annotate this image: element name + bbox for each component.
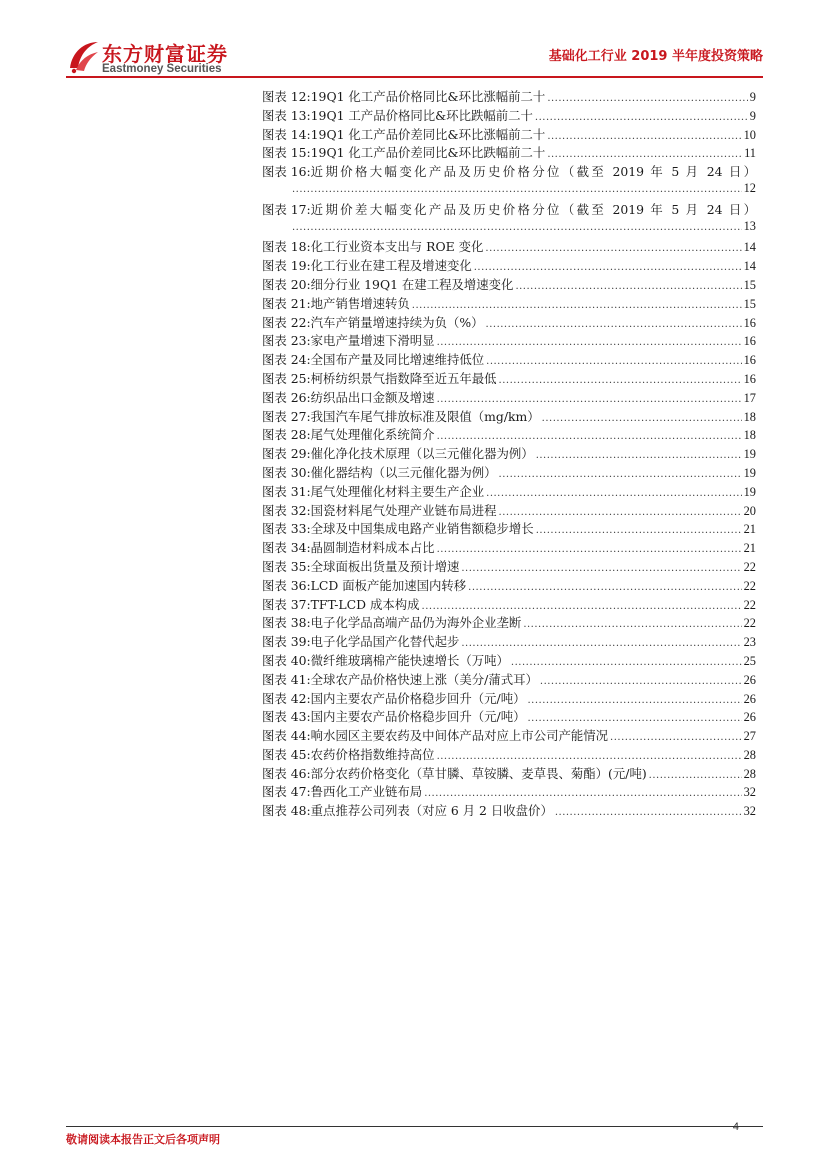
toc-entry-page: 28 [743, 747, 756, 762]
toc-entry-label: 图表 46: [262, 765, 311, 781]
toc-entry-title: 家电产量增速下滑明显 [310, 333, 435, 349]
toc-leader-dots [515, 281, 741, 292]
toc-entry-label: 图表 45: [262, 746, 311, 762]
toc-entry-label: 图表 23: [262, 333, 311, 349]
toc-entry-title: 19Q1 化工产品价格同比&环比涨幅前二十 [310, 89, 546, 104]
toc-entry-label: 图表 37: [262, 596, 311, 612]
toc-entry-page: 26 [743, 672, 756, 687]
logo-english-name: Eastmoney Securities [102, 63, 222, 75]
toc-entry-label: 图表 47: [262, 784, 311, 800]
toc-entry-page: 32 [743, 785, 756, 800]
toc-entry-title: 尾气处理催化系统简介 [310, 427, 435, 443]
toc-leader-dots [536, 450, 742, 461]
toc-entry-title: 晶圆制造材料成本占比 [310, 540, 435, 556]
toc-entry-title: 全球及中国集成电路产业销售额稳步增长 [310, 521, 534, 537]
toc-leader-dots [499, 469, 742, 480]
toc-entry[interactable] [262, 313, 756, 332]
toc-entry-title: 汽车产销量增速持续为负（%） [310, 314, 484, 330]
toc-entry-label: 图表 14: [262, 126, 311, 142]
toc-entry[interactable] [262, 256, 756, 275]
toc-leader-dots [486, 319, 742, 330]
toc-entry-page: 14 [743, 259, 756, 274]
toc-entry-title: 部分农药价格变化（草甘膦、草铵膦、麦草畏、菊酯）(元/吨) [310, 765, 647, 781]
toc-entry-title: TFT-LCD 成本构成 [310, 596, 420, 612]
toc-leader-dots [485, 243, 741, 254]
toc-entry-page: 16 [743, 353, 756, 368]
toc-leader-dots [547, 149, 742, 160]
toc-entry-title: LCD 面板产能加速国内转移 [310, 577, 467, 593]
toc-entry-label: 图表 27: [262, 408, 311, 424]
toc-entry-continuation[interactable] [262, 219, 756, 238]
figure-list [262, 87, 756, 820]
toc-entry-title: 电子化学品高端产品仍为海外企业垄断 [310, 615, 522, 631]
toc-entry-page: 19 [743, 465, 756, 480]
toc-entry[interactable] [262, 87, 756, 106]
toc-entry-page: 12 [743, 180, 756, 195]
toc-entry-title: 农药价格指数维持高位 [310, 746, 435, 762]
toc-leader-dots [547, 131, 741, 142]
toc-entry-label: 图表 26: [262, 389, 311, 405]
toc-entry-label: 图表 13: [262, 107, 311, 123]
toc-leader-dots [555, 807, 742, 818]
toc-entry[interactable] [262, 689, 756, 708]
toc-entry[interactable] [262, 595, 756, 614]
toc-entry[interactable] [262, 350, 756, 369]
toc-entry-label: 图表 24: [262, 352, 311, 368]
toc-entry-label: 图表 19: [262, 258, 311, 274]
toc-entry[interactable] [262, 764, 756, 783]
toc-entry[interactable] [262, 613, 756, 632]
toc-entry-title: 催化净化技术原理（以三元催化器为例） [310, 446, 534, 462]
toc-entry-title: 19Q1 工产品价格同比&环比跌幅前二十 [310, 107, 533, 123]
toc-entry-title: 尾气处理催化材料主要生产企业 [310, 483, 485, 499]
toc-entry-label: 图表 36: [262, 577, 311, 593]
toc-leader-dots [610, 732, 742, 743]
toc-leader-dots [468, 582, 741, 593]
toc-entry-page: 16 [743, 334, 756, 349]
toc-entry-page: 20 [743, 503, 756, 518]
toc-entry-page: 32 [743, 804, 756, 819]
toc-leader-dots [540, 676, 742, 687]
toc-entry[interactable] [262, 106, 756, 125]
toc-entry-title: 地产销售增速转负 [310, 295, 410, 311]
toc-entry-label: 图表 18: [262, 239, 311, 255]
toc-entry-page: 22 [743, 578, 756, 593]
toc-leader-dots [292, 184, 742, 195]
toc-entry-title: 电子化学品国产化替代起步 [310, 634, 460, 650]
toc-entry[interactable] [262, 651, 756, 670]
toc-entry-label: 图表 29: [262, 446, 311, 462]
toc-entry[interactable] [262, 707, 756, 726]
toc-entry-label: 图表 12: [262, 89, 311, 104]
toc-leader-dots [461, 563, 741, 574]
toc-leader-dots [422, 601, 742, 612]
toc-entry[interactable] [262, 745, 756, 764]
toc-entry-page: 25 [743, 653, 756, 668]
toc-entry[interactable] [262, 388, 756, 407]
toc-leader-dots [547, 93, 747, 104]
toc-entry-label: 图表 40: [262, 652, 311, 668]
eastmoney-logo-icon [66, 38, 100, 74]
toc-leader-dots [437, 431, 742, 442]
toc-entry[interactable] [262, 200, 756, 219]
toc-leader-dots [437, 544, 742, 555]
toc-entry-page: 21 [743, 541, 756, 556]
toc-leader-dots [486, 356, 741, 367]
toc-entry[interactable] [262, 782, 756, 801]
toc-entry-page: 11 [744, 146, 756, 161]
toc-entry[interactable] [262, 275, 756, 294]
toc-leader-dots [437, 394, 742, 405]
toc-entry-title: 化工行业在建工程及增速变化 [310, 258, 472, 274]
toc-entry[interactable] [262, 482, 756, 501]
toc-entry-page: 10 [743, 127, 756, 142]
toc-entry-page: 18 [743, 409, 756, 424]
toc-entry-title: 化工行业资本支出与 ROE 变化 [310, 239, 484, 255]
toc-entry-label: 图表 22: [262, 314, 311, 330]
toc-entry-label: 图表 44: [262, 728, 311, 744]
toc-leader-dots [486, 488, 741, 499]
toc-leader-dots [292, 222, 742, 233]
toc-leader-dots [499, 507, 742, 518]
toc-entry-page: 27 [743, 729, 756, 744]
page-header [0, 0, 827, 80]
toc-entry[interactable] [262, 425, 756, 444]
toc-entry[interactable] [262, 670, 756, 689]
toc-entry-title: 微纤维玻璃棉产能快速增长（万吨） [310, 652, 509, 668]
toc-leader-dots [528, 695, 742, 706]
toc-entry-label: 图表 15: [262, 145, 311, 161]
toc-leader-dots [511, 657, 742, 668]
toc-entry[interactable] [262, 444, 756, 463]
toc-leader-dots [461, 638, 741, 649]
toc-entry[interactable] [262, 801, 756, 820]
toc-entry-title: 19Q1 化工产品价差同比&环比涨幅前二十 [310, 126, 546, 142]
toc-entry[interactable] [262, 125, 756, 144]
toc-leader-dots [536, 525, 742, 536]
toc-entry-page: 23 [743, 635, 756, 650]
toc-entry[interactable] [262, 407, 756, 426]
toc-entry[interactable] [262, 501, 756, 520]
toc-entry-page: 15 [743, 296, 756, 311]
toc-entry-title: 全球农产品价格快速上涨（美分/蒲式耳） [310, 671, 538, 687]
toc-entry-page: 26 [743, 691, 756, 706]
toc-leader-dots [437, 337, 742, 348]
toc-entry[interactable] [262, 331, 756, 350]
toc-entry[interactable] [262, 538, 756, 557]
footer-divider [66, 1126, 763, 1127]
toc-leader-dots [424, 788, 741, 799]
toc-entry-page: 16 [743, 371, 756, 386]
toc-entry-title: 鲁西化工产业链布局 [310, 784, 423, 800]
toc-entry-label: 图表 16: [262, 164, 311, 180]
toc-entry[interactable] [262, 463, 756, 482]
report-title: 基础化工行业 2019 半年度投资策略 [548, 49, 763, 64]
toc-entry-title: 柯桥纺织景气指数降至近五年最低 [310, 370, 497, 386]
toc-entry-label: 图表 43: [262, 709, 311, 725]
toc-entry-title: 近期价格大幅变化产品及历史价格分位（截至 2019 年 5 月 24 日） [310, 164, 756, 180]
toc-entry[interactable] [262, 726, 756, 745]
toc-entry-label: 图表 35: [262, 558, 311, 574]
toc-entry-title: 催化器结构（以三元催化器为例） [310, 464, 497, 480]
toc-entry-title: 全国布产量及同比增速维持低位 [310, 352, 485, 368]
toc-entry[interactable] [262, 369, 756, 388]
toc-leader-dots [437, 751, 742, 762]
toc-entry-title: 国瓷材料尾气处理产业链布局进程 [310, 502, 497, 518]
toc-entry-label: 图表 21: [262, 295, 311, 311]
toc-entry-continuation[interactable] [262, 181, 756, 200]
toc-entry-title: 响水园区主要农药及中间体产品对应上市公司产能情况 [310, 728, 609, 744]
toc-leader-dots [542, 413, 742, 424]
toc-entry-page: 21 [743, 522, 756, 537]
toc-entry-title: 全球面板出货量及预计增速 [310, 558, 460, 574]
toc-entry-label: 图表 38: [262, 615, 311, 631]
toc-entry-label: 图表 17: [262, 201, 311, 217]
toc-entry-label: 图表 42: [262, 690, 311, 706]
toc-entry-page: 15 [743, 277, 756, 292]
toc-entry-title: 重点推荐公司列表（对应 6 月 2 日收盘价） [310, 803, 553, 819]
toc-entry-title: 国内主要农产品价格稳步回升（元/吨） [310, 690, 526, 706]
toc-entry-label: 图表 34: [262, 540, 311, 556]
toc-entry[interactable] [262, 519, 756, 538]
toc-entry-title: 我国汽车尾气排放标准及限值（mg/km） [310, 408, 540, 424]
toc-leader-dots [649, 770, 742, 781]
toc-entry-page: 9 [749, 90, 756, 104]
toc-entry-label: 图表 33: [262, 521, 311, 537]
toc-entry-page: 19 [743, 484, 756, 499]
toc-entry[interactable] [262, 143, 756, 162]
page-number: 4 [732, 1121, 739, 1133]
toc-entry-page: 28 [743, 766, 756, 781]
toc-entry-label: 图表 20: [262, 276, 311, 292]
toc-entry-label: 图表 28: [262, 427, 311, 443]
company-logo [66, 38, 241, 78]
toc-entry-page: 9 [749, 108, 756, 123]
toc-entry[interactable] [262, 632, 756, 651]
toc-leader-dots [523, 619, 741, 630]
toc-entry-label: 图表 48: [262, 803, 311, 819]
toc-entry-page: 13 [743, 218, 756, 233]
header-divider [66, 76, 763, 78]
toc-entry-page: 16 [743, 315, 756, 330]
toc-entry-page: 22 [743, 597, 756, 612]
footer-disclaimer: 敬请阅读本报告正文后各项声明 [66, 1133, 220, 1146]
toc-leader-dots [499, 375, 742, 386]
toc-entry-label: 图表 32: [262, 502, 311, 518]
toc-entry-page: 17 [743, 390, 756, 405]
toc-entry-title: 19Q1 化工产品价差同比&环比跌幅前二十 [310, 145, 546, 161]
toc-entry-title: 近期价差大幅变化产品及历史价格分位（截至 2019 年 5 月 24 日） [310, 201, 756, 217]
toc-entry-title: 细分行业 19Q1 在建工程及增速变化 [310, 276, 514, 292]
toc-entry-page: 22 [743, 559, 756, 574]
toc-entry[interactable] [262, 294, 756, 313]
toc-entry-page: 14 [743, 240, 756, 255]
logo-chinese-name: 东方财富证券 [102, 42, 228, 66]
toc-entry-page: 19 [743, 447, 756, 462]
toc-entry-label: 图表 39: [262, 634, 311, 650]
toc-leader-dots [412, 300, 742, 311]
toc-entry-page: 26 [743, 710, 756, 725]
toc-entry[interactable] [262, 576, 756, 595]
toc-entry[interactable] [262, 557, 756, 576]
toc-entry-title: 国内主要农产品价格稳步回升（元/吨） [310, 709, 526, 725]
toc-entry-label: 图表 30: [262, 464, 311, 480]
toc-leader-dots [528, 713, 742, 724]
toc-entry-label: 图表 41: [262, 671, 311, 687]
toc-leader-dots [535, 112, 748, 123]
toc-entry-page: 18 [743, 428, 756, 443]
toc-entry-label: 图表 31: [262, 483, 311, 499]
toc-entry[interactable] [262, 237, 756, 256]
toc-entry[interactable] [262, 162, 756, 181]
toc-leader-dots [474, 262, 742, 273]
toc-entry-title: 纺织品出口金额及增速 [310, 389, 435, 405]
toc-entry-page: 22 [743, 616, 756, 631]
toc-entry-label: 图表 25: [262, 370, 311, 386]
